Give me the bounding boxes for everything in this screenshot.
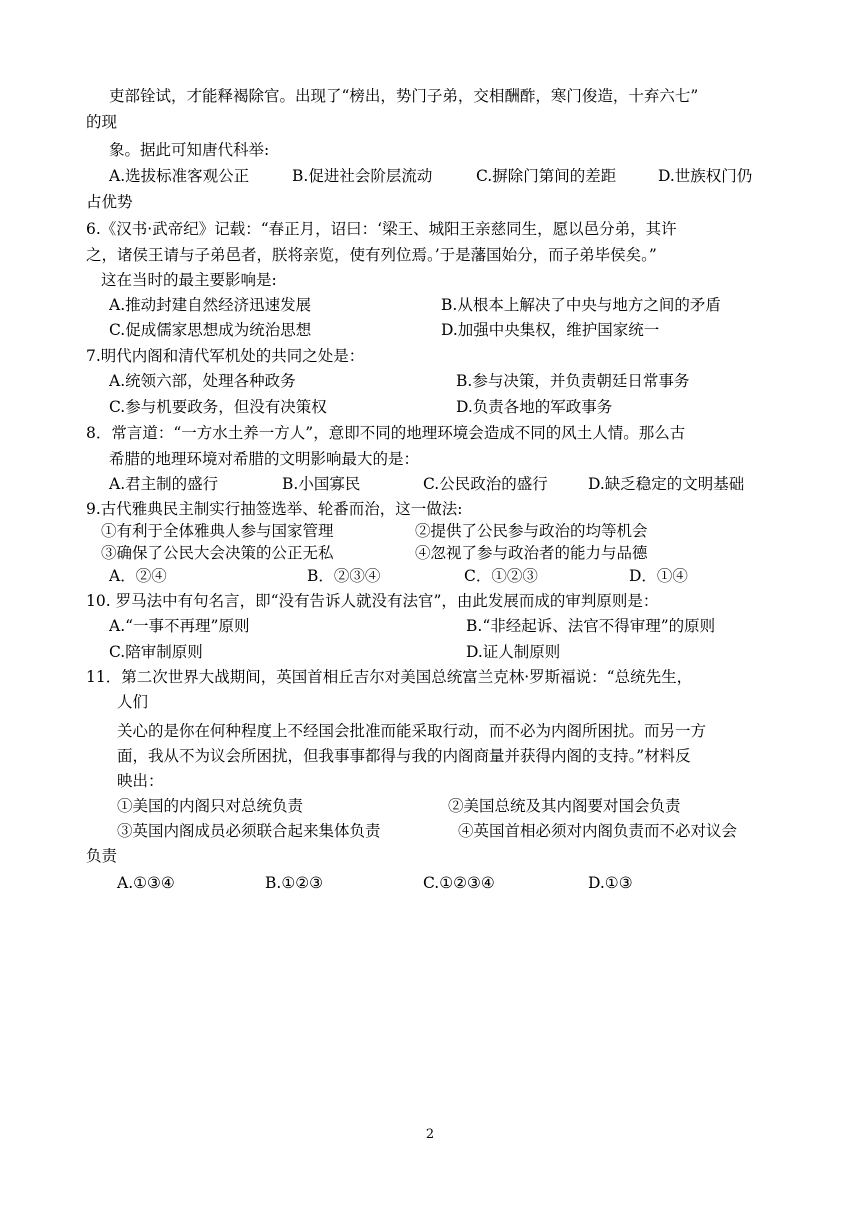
q6-stem-line1: 6.《汉书·武帝纪》记载：“春正月，诏曰：‘梁王、城阳王亲慈同生，愿以邑分弟，其许 bbox=[86, 220, 677, 238]
q8-option-a[interactable]: A.君主制的盛行 bbox=[109, 475, 219, 493]
q11-option-b[interactable]: B.①②③ bbox=[265, 874, 324, 892]
q10-option-a[interactable]: A.“一事不再理”原则 bbox=[109, 617, 250, 635]
q9-item-3: ③确保了公民大会决策的公正无私 bbox=[101, 544, 334, 562]
q5-stem-line1: 吏部铨试，才能释褐除官。出现了“榜出，势门子弟，交相酬酢，寒门俊造，十弃六七” bbox=[109, 87, 699, 105]
q6-stem-line3: 这在当时的最主要影响是: bbox=[101, 271, 277, 289]
page-number: 2 bbox=[425, 1127, 435, 1142]
q11-stem-line5: 映出： bbox=[117, 772, 164, 790]
q5-option-b[interactable]: B.促进社会阶层流动 bbox=[292, 167, 433, 185]
q8-option-c[interactable]: C.公民政治的盛行 bbox=[423, 475, 548, 493]
q10-option-c[interactable]: C.陪审制原则 bbox=[109, 643, 203, 661]
q5-option-d-cont: 占优势 bbox=[86, 193, 133, 211]
q5-option-a[interactable]: A.选拔标准客观公正 bbox=[109, 167, 250, 185]
q11-stem-line4: 面，我从不为议会所困扰，但我事事都得与我的内阁商量并获得内阁的支持。”材料反 bbox=[117, 747, 691, 765]
q6-option-d[interactable]: D.加强中央集权，维护国家统一 bbox=[441, 321, 660, 339]
q11-option-c[interactable]: C.①②③④ bbox=[423, 874, 495, 892]
q6-option-a[interactable]: A.推动封建自然经济迅速发展 bbox=[109, 296, 312, 314]
q9-item-2: ②提供了公民参与政治的均等机会 bbox=[415, 522, 648, 540]
q11-stem-line2: 人们 bbox=[117, 693, 149, 711]
q11-item-1: ①美国的内阁只对总统负责 bbox=[117, 797, 304, 815]
q11-stem-line3: 关心的是你在何种程度上不经国会批准而能采取行动，而不必为内阁所困扰。而另一方 bbox=[117, 722, 707, 740]
q8-option-b[interactable]: B.小国寡民 bbox=[282, 475, 361, 493]
q5-option-d[interactable]: D.世族权门仍 bbox=[658, 167, 753, 185]
q10-stem: 10. 罗马法中有句名言，即“没有告诉人就没有法官”，由此发展而成的审判原则是： bbox=[86, 592, 659, 610]
q11-option-a[interactable]: A.①③④ bbox=[117, 874, 175, 892]
q9-option-b[interactable]: B．②③④ bbox=[307, 567, 381, 585]
q10-option-d[interactable]: D.证人制原则 bbox=[466, 643, 561, 661]
q11-stem-line1: 11．第二次世界大战期间，英国首相丘吉尔对美国总统富兰克林·罗斯福说：“总统先生， bbox=[86, 668, 693, 686]
q11-item-2: ②美国总统及其内阁要对国会负责 bbox=[448, 797, 681, 815]
q9-item-4: ④忽视了参与政治者的能力与品德 bbox=[415, 544, 648, 562]
q8-stem-line1: 8．常言道：“一方水土养一方人”，意即不同的地理环境会造成不同的风土人情。那么古 bbox=[86, 424, 686, 442]
q7-option-b[interactable]: B.参与决策，并负责朝廷日常事务 bbox=[456, 372, 690, 390]
q7-stem: 7.明代内阁和清代军机处的共同之处是： bbox=[86, 347, 365, 365]
q5-stem-line3: 象。据此可知唐代科举: bbox=[109, 141, 270, 159]
q6-option-c[interactable]: C.促成儒家思想成为统治思想 bbox=[109, 321, 312, 339]
q9-stem: 9.古代雅典民主制实行抽签选举、轮番而治，这一做法: bbox=[86, 500, 463, 518]
q9-option-c[interactable]: C．①②③ bbox=[464, 567, 538, 585]
q8-option-d[interactable]: D.缺乏稳定的文明基础 bbox=[588, 475, 745, 493]
q11-option-d[interactable]: D.①③ bbox=[588, 874, 633, 892]
q7-option-c[interactable]: C.参与机要政务，但没有决策权 bbox=[109, 398, 327, 416]
q9-option-d[interactable]: D．①④ bbox=[629, 567, 688, 585]
q11-item-3: ③英国内阁成员必须联合起来集体负责 bbox=[117, 822, 381, 840]
q5-stem-line2: 的现 bbox=[86, 113, 118, 131]
q8-stem-line2: 希腊的地理环境对希腊的文明影响最大的是： bbox=[109, 450, 420, 468]
q7-option-a[interactable]: A.统领六部，处理各种政务 bbox=[109, 372, 296, 390]
q6-stem-line2: 之，诸侯王请与子弟邑者，朕将亲览，使有列位焉。’于是藩国始分，而子弟毕侯矣。” bbox=[86, 246, 657, 264]
q9-option-a[interactable]: A．②④ bbox=[109, 567, 167, 585]
q7-option-d[interactable]: D.负责各地的军政事务 bbox=[456, 398, 613, 416]
q11-item-4: ④英国首相必须对内阁负责而不必对议会 bbox=[458, 822, 738, 840]
q9-item-1: ①有利于全体雅典人参与国家管理 bbox=[101, 522, 334, 540]
q10-option-b[interactable]: B.“非经起诉、法官不得审理”的原则 bbox=[466, 617, 716, 635]
q5-option-c[interactable]: C.摒除门第间的差距 bbox=[476, 167, 617, 185]
q11-item-4-cont: 负责 bbox=[86, 847, 118, 865]
q6-option-b[interactable]: B.从根本上解决了中央与地方之间的矛盾 bbox=[441, 296, 721, 314]
